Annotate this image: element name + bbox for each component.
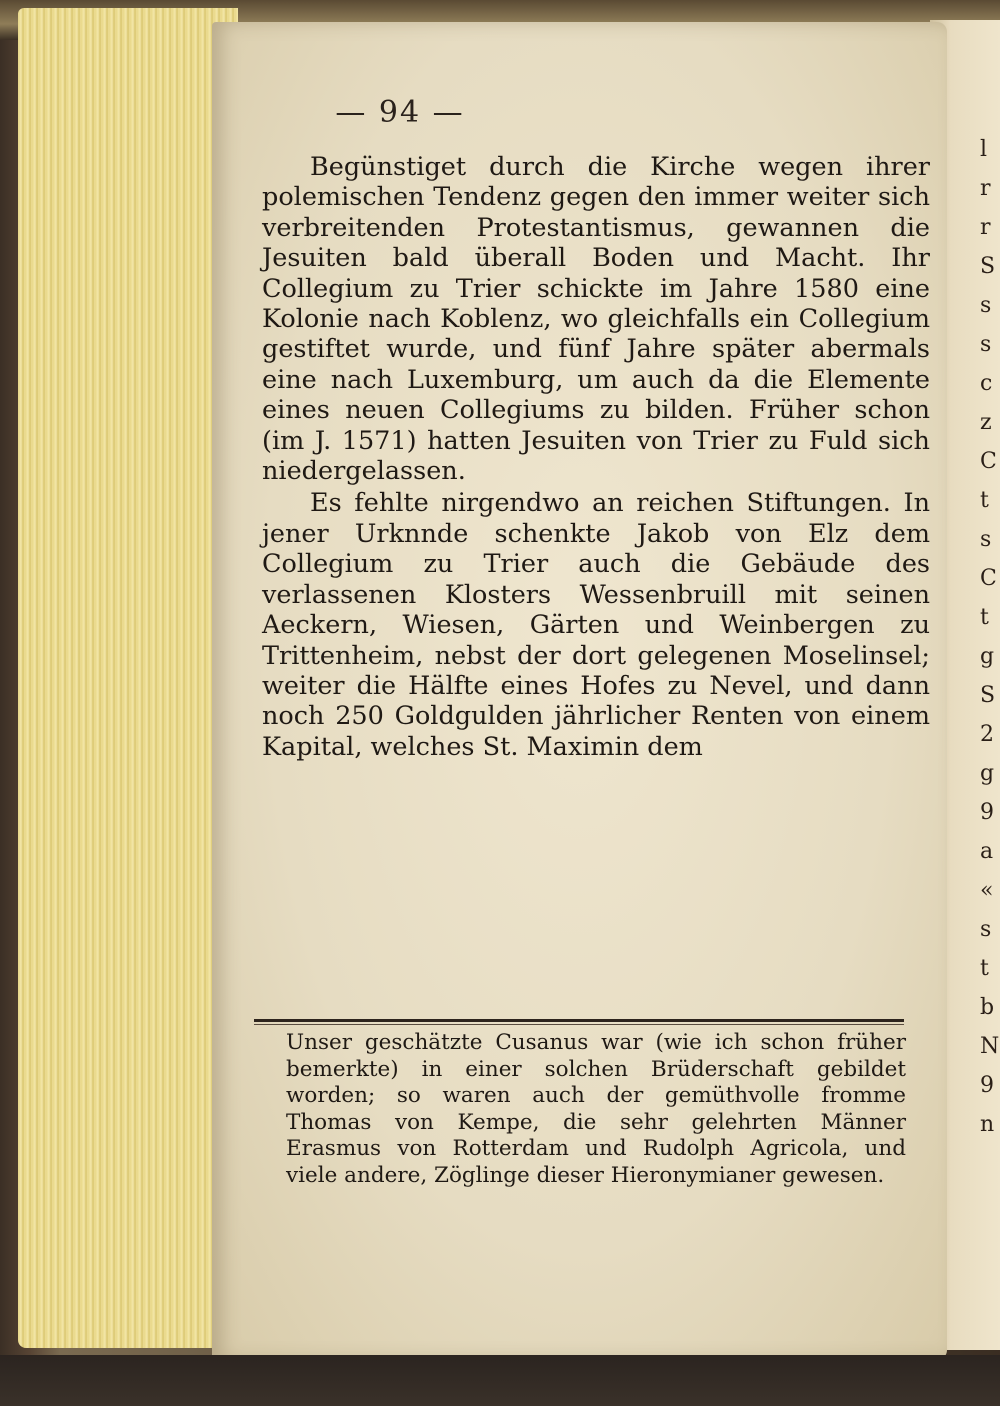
background-bottom bbox=[0, 1355, 1000, 1406]
facing-page-letters: l r r S s s c z C t s C t g S 2 g 9 a « s t b N 9 n bbox=[980, 137, 1000, 1137]
footnote-text: Unser geschätzte Cusanus war (wie ich schon früher bemerkte) in einer solchen Brüderschaft gebildet worden; so waren auch der gemüthvolle fromme Thomas von Kempe, die sehr gelehrten Männer Erasmus von Rotterdam und Rudolph Agricola, und viele andere, Zöglinge dieser Hieronymianer gewesen. bbox=[286, 1030, 906, 1188]
page-edges-stack bbox=[18, 8, 238, 1348]
footnote-divider-thin bbox=[254, 1024, 904, 1025]
page-number: — 94 — bbox=[335, 95, 465, 130]
footnote-divider bbox=[254, 1019, 904, 1022]
footnote bbox=[286, 1030, 906, 1190]
paragraph-1: Begünstiget durch die Kirche wegen ihrer polemischen Tendenz gegen den immer weiter sich verbreitenden Protestantismus, gewannen die Jesuiten bald überall Boden und Macht. Ihr Collegium zu Trier schickte im Jahre 1580 eine Kolonie nach Koblenz, wo gleichfalls ein Collegium gestiftet wurde, und fünf Jahre später abermals eine nach Luxemburg, um auch da die Elemente eines neuen Collegiums zu bilden. Früher schon (im J. 1571) hatten Jesuiten von Trier zu Fuld sich niedergelassen. bbox=[262, 152, 930, 487]
main-text bbox=[262, 152, 930, 762]
paragraph-2: Es fehlte nirgendwo an reichen Stiftungen. In jener Urknnde schenkte Jakob von Elz dem Collegium zu Trier auch die Gebäude des verlassenen Klosters Wessenbruill mit seinen Aeckern, Wiesen, Gärten und Weinbergen zu Trittenheim, nebst der dort gelegenen Moselinsel; weiter die Hälfte eines Hofes zu Nevel, und dann noch 250 Goldgulden jährlicher Renten von einem Kapital, welches St. Maximin dem bbox=[262, 488, 930, 762]
